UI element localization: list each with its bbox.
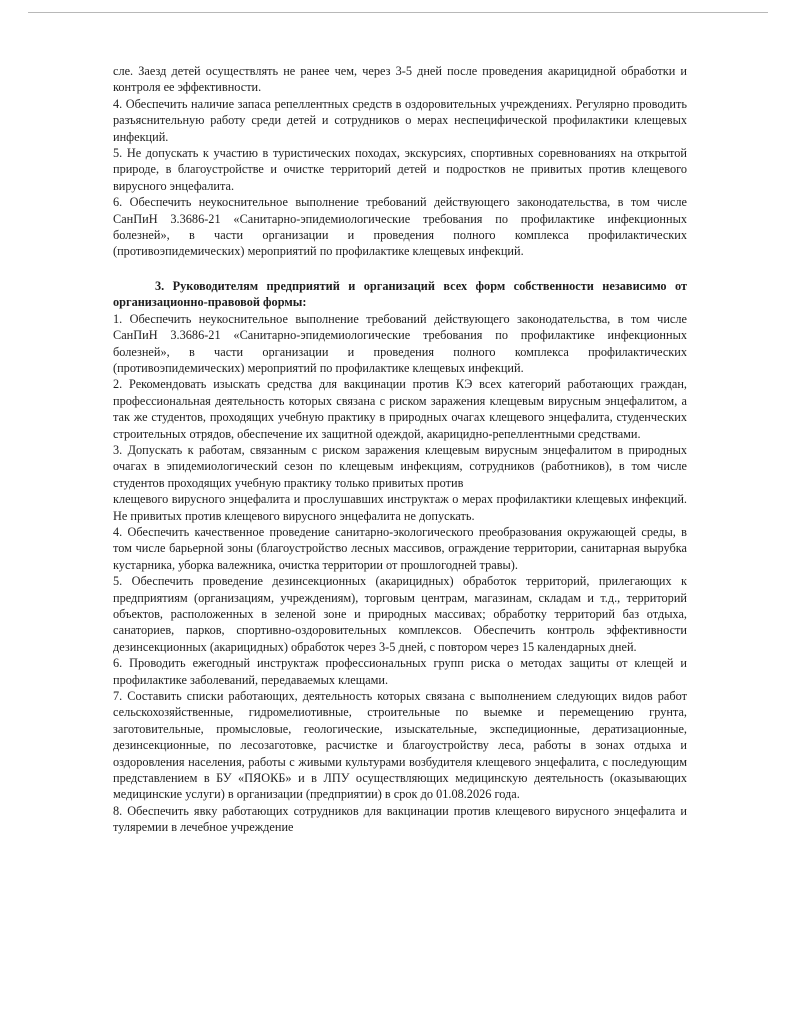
list-item: 5. Обеспечить проведение дезинсекционных (акарицидных) обработок территорий, прилегающих к предприятиям (организациям, учреждениям), торговым центрам, магазинам, складам и т.д., территорий объектов, расположенных в зеленой зоне и природных массивах; обработку территорий баз отдыха, санаториев, парков, спортивно-оздоровительных комплексов. Обеспечить контроль эффективности дезинсекционных (акарицидных) обработок через 3-5 дней, с повтором через 15 календарных дней. <box>113 574 687 654</box>
section-heading: 3. Руководителям предприятий и организаций всех форм собственности независимо от организационно-правовой формы: <box>113 278 687 310</box>
list-item: 8. Обеспечить явку работающих сотрудников для вакцинации против клещевого вирусного энцефалита и туляремии в лечебное учреждение <box>113 803 687 835</box>
list-item: 4. Обеспечить качественное проведение санитарно-экологического преобразования окружающей среды, в том числе барьерной зоны (благоустройство лесных массивов, ограждение территории, санитарная вырубка кустарника, уборка валежника, очистка территории от прошлогодней травы). <box>113 524 687 572</box>
section-gap <box>113 260 687 278</box>
document-body <box>113 63 687 836</box>
paragraph: сле. Заезд детей осуществлять не ранее чем, через 3-5 дней после проведения акарицидной обработки и контроля ее эффективности. <box>113 64 687 95</box>
list-item: 2. Рекомендовать изыскать средства для вакцинации против КЭ всех категорий работающих граждан, профессиональная деятельность которых связана с риском заражения клещевым вирусным энцефалитом, а так же студентов, проходящих учебную практику в природных очагах клещевого энцефалита, студенческих строительных отрядов, обеспечение их защитной одеждой, акарицидно-репеллентными средствами. <box>113 377 687 441</box>
paragraph: 4. Обеспечить наличие запаса репеллентных средств в оздоровительных учреждениях. Регулярно проводить разъяснительную работу среди детей и сотрудников о мерах неспецифической профилактики клещевых инфекций. <box>113 96 687 144</box>
list-item: клещевого вирусного энцефалита и прослушавших инструктаж о мерах профилактики клещевых инфекций. Не привитых против клещевого вирусного энцефалита не допускать. <box>113 492 687 523</box>
list-item: 6. Проводить ежегодный инструктаж профессиональных групп риска о методах защиты от клещей и профилактике заболеваний, передаваемых клещами. <box>113 656 687 687</box>
scan-edge-line <box>28 12 768 13</box>
list-item: 3. Допускать к работам, связанным с риском заражения клещевым вирусным энцефалитом в природных очагах в эпидемиологический сезон по клещевым инфекциям, сотрудников (работников), в том числе студентов проходящих учебную практику только привитых против <box>113 442 687 490</box>
paragraph: 5. Не допускать к участию в туристических походах, экскурсиях, спортивных соревнованиях на открытой природе, в благоустройстве и очистке территорий детей и подростков не привитых против клещевого вирусного энцефалита. <box>113 146 687 193</box>
paragraph: 6. Обеспечить неукоснительное выполнение требований действующего законодательства, в том числе СанПиН 3.3686-21 «Санитарно-эпидемиологические требования по профилактике инфекционных болезней», в части организации и проведения полного комплекса профилактических (противоэпидемических) мероприятий по профилактике клещевых инфекций. <box>113 195 687 259</box>
list-item: 1. Обеспечить неукоснительное выполнение требований действующего законодательства, в том числе СанПиН 3.3686-21 «Санитарно-эпидемиологические требования по профилактике инфекционных болезней», в части организации и проведения полного комплекса профилактических (противоэпидемических) мероприятий по профилактике клещевых инфекций. <box>113 311 687 375</box>
list-item: 7. Составить списки работающих, деятельность которых связана с выполнением следующих видов работ сельскохозяйственные, гидромелиотивные, строительные по выемке и перемещению грунта, заготовительные, промысловые, геологические, изыскательные, экспедиционные, дератизационные, дезинсекционные, по лесозаготовке, расчистке и благоустройству леса, работы в зонах отдыха и оздоровления населения, работы с живыми культурами возбудителя клещевого энцефалита, с последующим представлением в БУ «ПЯОКБ» и в ЛПУ осуществляющих медицинскую деятельность (оказывающих медицинские услуги) в организации (предприятии) в срок до 01.08.2026 года. <box>113 689 687 802</box>
